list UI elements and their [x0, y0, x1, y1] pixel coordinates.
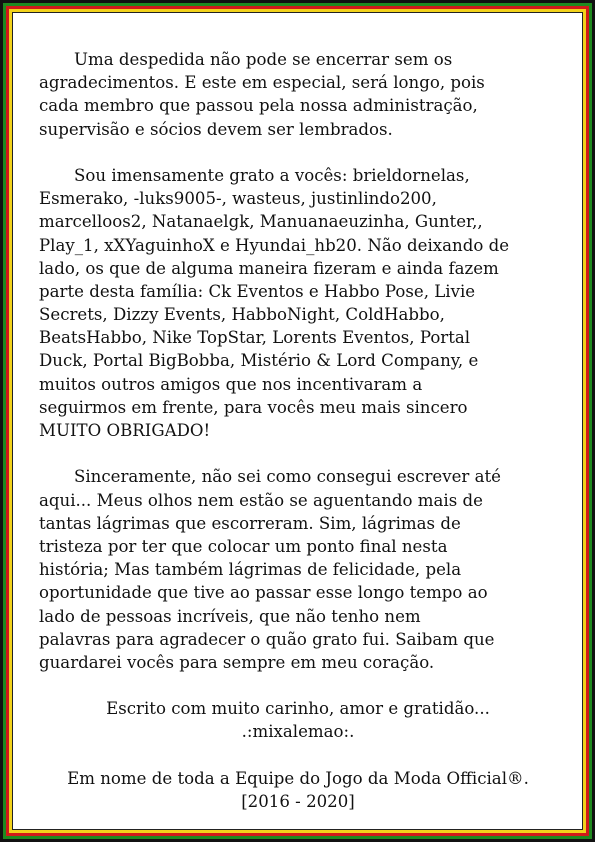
- footer-block: [39, 767, 561, 813]
- text-line: parte desta família: Ck Eventos e Habbo Pose, Livie: [39, 281, 476, 301]
- text-line: seguirmos em frente, para vocês meu mais sincero: [39, 397, 468, 417]
- paragraph-farewell: [39, 465, 561, 674]
- text-line: Uma despedida não pode se encerrar sem os: [74, 50, 453, 69]
- text-line: Play_1, xXYaguinhoX e Hyundai_hb20. Não deixando de: [39, 235, 510, 255]
- paragraph-thanks: [39, 164, 561, 442]
- text-line: muitos outros amigos que nos incentivaram a: [39, 374, 423, 394]
- text-line: palavras para agradecer o quão grato fui. Saibam que: [39, 629, 495, 649]
- paragraph-intro: [39, 48, 561, 141]
- signature-block: [39, 697, 561, 743]
- text-line: cada membro que passou pela nossa administração,: [39, 96, 478, 116]
- text-line: guardarei vocês para sempre em meu coração.: [39, 652, 435, 672]
- text-line: MUITO OBRIGADO!: [39, 421, 211, 440]
- text-line: tantas lágrimas que escorreram. Sim, lágrimas de: [39, 513, 461, 533]
- team-credit: Em nome de toda a Equipe do Jogo da Moda Official®.: [67, 768, 529, 788]
- text-line: Secrets, Dizzy Events, HabboNight, ColdHabbo,: [39, 305, 445, 325]
- text-line: marcelloos2, Natanaelgk, Manuanaeuzinha, Gunter,,: [39, 212, 483, 232]
- signature-text: Escrito com muito carinho, amor e gratidão...: [106, 699, 490, 719]
- text-line: Sinceramente, não sei como consegui escrever até: [74, 467, 501, 487]
- text-line: supervisão e sócios devem ser lembrados.: [39, 119, 393, 139]
- text-line: lado, os que de alguma maneira fizeram e ainda fazem: [39, 258, 499, 278]
- letter-body: [39, 48, 561, 813]
- text-line: aqui... Meus olhos nem estão se aguentando mais de: [39, 490, 483, 510]
- text-line: Duck, Portal BigBobba, Mistério & Lord Company, e: [39, 351, 479, 371]
- text-line: oportunidade que tive ao passar esse longo tempo ao: [39, 583, 488, 603]
- signature-name: .:mixalemao:.: [241, 722, 355, 742]
- text-line: Sou imensamente grato a vocês: brieldornelas,: [74, 165, 470, 185]
- text-line: tristeza por ter que colocar um ponto final nesta: [39, 536, 448, 556]
- text-line: lado de pessoas incríveis, que não tenho nem: [39, 606, 421, 626]
- text-line: agradecimentos. E este em especial, será longo, pois: [39, 73, 485, 93]
- text-line: BeatsHabbo, Nike TopStar, Lorents Eventos, Portal: [39, 328, 471, 348]
- date-range: [2016 - 2020]: [241, 792, 355, 811]
- text-line: Esmerako, -luks9005-, wasteus, justinlindo200,: [39, 189, 437, 209]
- text-line: história; Mas também lágrimas de felicidade, pela: [39, 560, 462, 580]
